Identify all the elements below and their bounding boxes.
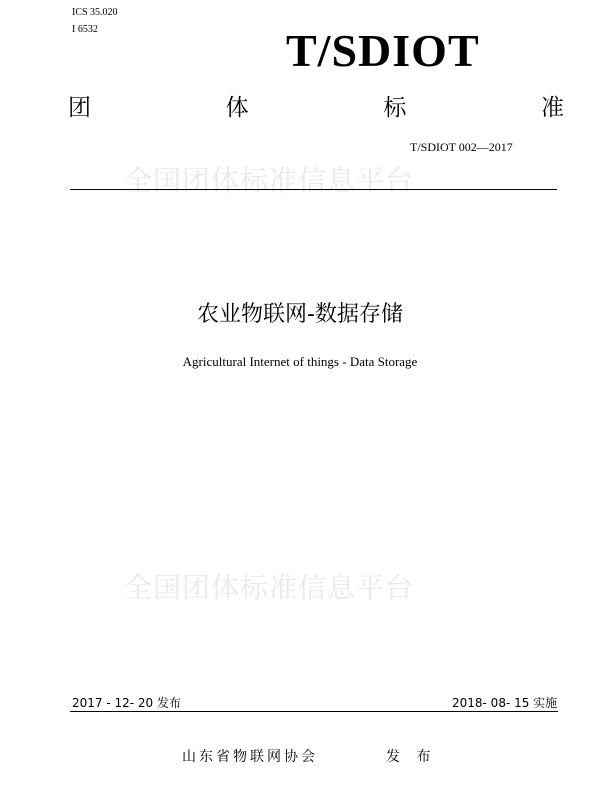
document-title-chinese: 农业物联网-数据存储 [197, 302, 403, 327]
ics-code: ICS 35.020 [72, 7, 118, 18]
standard-number: T/SDIOT 002—2017 [410, 140, 513, 154]
standard-type-char-2: 体 [225, 95, 249, 121]
standard-type-char-3: 标 [383, 95, 407, 121]
standard-brand-logo: T/SDIOT [286, 25, 480, 76]
watermark-bottom: 全国团体标准信息平台 [124, 571, 415, 604]
standard-type-heading [68, 94, 564, 122]
top-divider [70, 189, 557, 190]
implementation-date: 2018- 08- 15 实施 [452, 696, 558, 710]
bottom-divider [70, 711, 558, 712]
publish-date: 2017 - 12- 20 发布 [72, 696, 181, 710]
issue-label: 发 布 [386, 749, 437, 765]
ccs-code: I 6532 [72, 24, 98, 35]
document-title-english: Agricultural Internet of things - Data Storage [182, 354, 418, 369]
standard-type-char-4: 准 [540, 95, 564, 121]
standard-type-char-1: 团 [68, 95, 91, 121]
watermark-top: 全国团体标准信息平台 [124, 164, 415, 197]
issuing-organization: 山东省物联网协会 [182, 749, 318, 765]
